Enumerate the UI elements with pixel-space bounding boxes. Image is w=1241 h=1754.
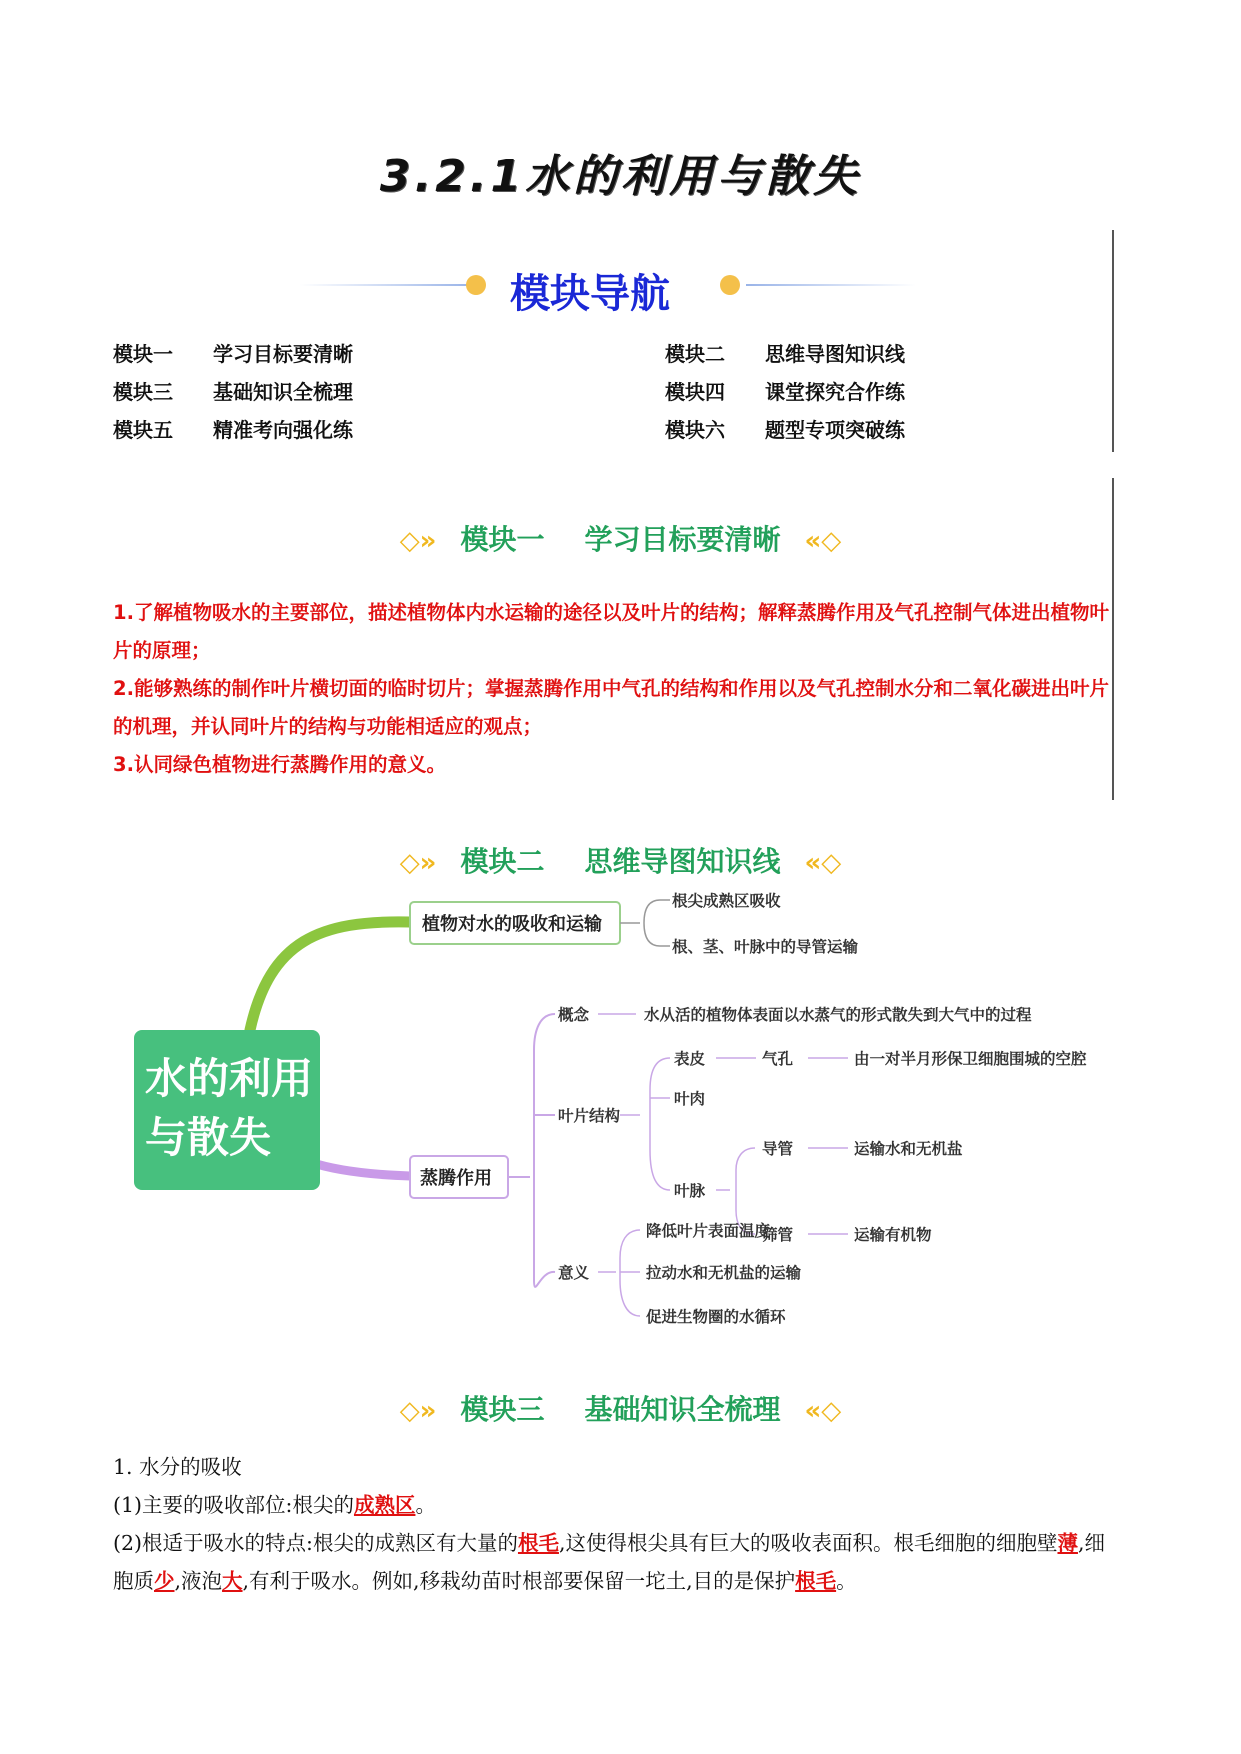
root-line2: 与散失 [145,1113,272,1162]
goal-1: 1.了解植物吸水的主要部位，描述植物体内水运输的途径以及叶片的结构；解释蒸腾作用及气孔控制气体进出植物叶片的原理； [113,601,1109,662]
nav-line-right [746,284,916,286]
nav-line-left [300,284,470,286]
nav-item-2[interactable]: 模块二 思维导图知识线 [665,342,905,366]
branch1-leaf2: 根、茎、叶脉中的导管运输 [672,938,859,956]
para-1: 1. 水分的吸收 [113,1455,242,1479]
nav-item-6[interactable]: 模块六 题型专项突破练 [665,418,905,442]
chevron-left-icon: «◇ [804,526,842,556]
section2-header: ◇» 模块二 思维导图知识线 «◇ [399,845,842,878]
section3-body [113,1448,1123,1600]
goals-list [113,594,1113,784]
stoma-def: 由一对半月形保卫细胞围城的空腔 [854,1050,1087,1068]
para-3: (2)根适于吸水的特点:根尖的成熟区有大量的根毛,这使得根尖具有巨大的吸收表面积。根毛细胞的细胞壁薄,细胞质少,液泡大,有利于吸水。例如,移栽幼苗时根部要保留一坨土,目的是保护根毛。 [113,1531,1105,1593]
epidermis-label: 表皮 [674,1050,706,1068]
meaning-1: 降低叶片表面温度 [646,1222,771,1240]
section1-header: ◇» 模块一 学习目标要清晰 «◇ [399,523,842,556]
root-line1: 水的利用 [145,1054,314,1103]
chevron-right-icon: ◇» [399,848,437,878]
branch2-label: 蒸腾作用 [420,1168,492,1189]
meaning-2: 拉动水和无机盐的运输 [646,1264,802,1282]
mesophyll-label: 叶肉 [674,1090,706,1108]
vein-label: 叶脉 [674,1182,706,1200]
mind-map [0,880,1241,1350]
para-2: (1)主要的吸收部位:根尖的成熟区。 [113,1493,436,1517]
page-title: 3.2.1水的利用与散失 [379,151,862,202]
branch1-label: 植物对水的吸收和运输 [422,914,602,935]
leaf-structure-label: 叶片结构 [558,1107,621,1125]
sieve-label: 筛管 [762,1226,794,1244]
concept-def: 水从活的植物体表面以水蒸气的形式散失到大气中的过程 [644,1006,1032,1024]
nav-item-1[interactable]: 模块一 学习目标要清晰 [113,342,353,366]
margin-bar-top [1112,230,1114,452]
chevron-left-icon: «◇ [804,1396,842,1426]
nav-item-5[interactable]: 模块五 精准考向强化练 [113,418,353,442]
meaning-3: 促进生物圈的水循环 [646,1308,786,1326]
branch1-leaf1: 根尖成熟区吸收 [672,892,781,910]
nav-dot-right [720,275,740,295]
stoma-label: 气孔 [762,1050,794,1068]
chevron-left-icon: «◇ [804,848,842,878]
concept-label: 概念 [558,1006,590,1024]
chevron-right-icon: ◇» [399,526,437,556]
nav-item-3[interactable]: 模块三 基础知识全梳理 [113,380,353,404]
sieve-def: 运输有机物 [854,1226,932,1244]
goal-3: 3.认同绿色植物进行蒸腾作用的意义。 [113,753,446,776]
chevron-right-icon: ◇» [399,1396,437,1426]
vessel-def: 运输水和无机盐 [854,1140,963,1158]
nav-title: 模块导航 [510,271,670,317]
nav-item-4[interactable]: 模块四 课堂探究合作练 [665,380,905,404]
meaning-label: 意义 [558,1264,590,1282]
section3-header: ◇» 模块三 基础知识全梳理 «◇ [399,1393,842,1426]
goal-2: 2.能够熟练的制作叶片横切面的临时切片；掌握蒸腾作用中气孔的结构和作用以及气孔控制水分和二氧化碳进出叶片的机理，并认同叶片的结构与功能相适应的观点； [113,677,1109,738]
vessel-label: 导管 [762,1140,794,1158]
